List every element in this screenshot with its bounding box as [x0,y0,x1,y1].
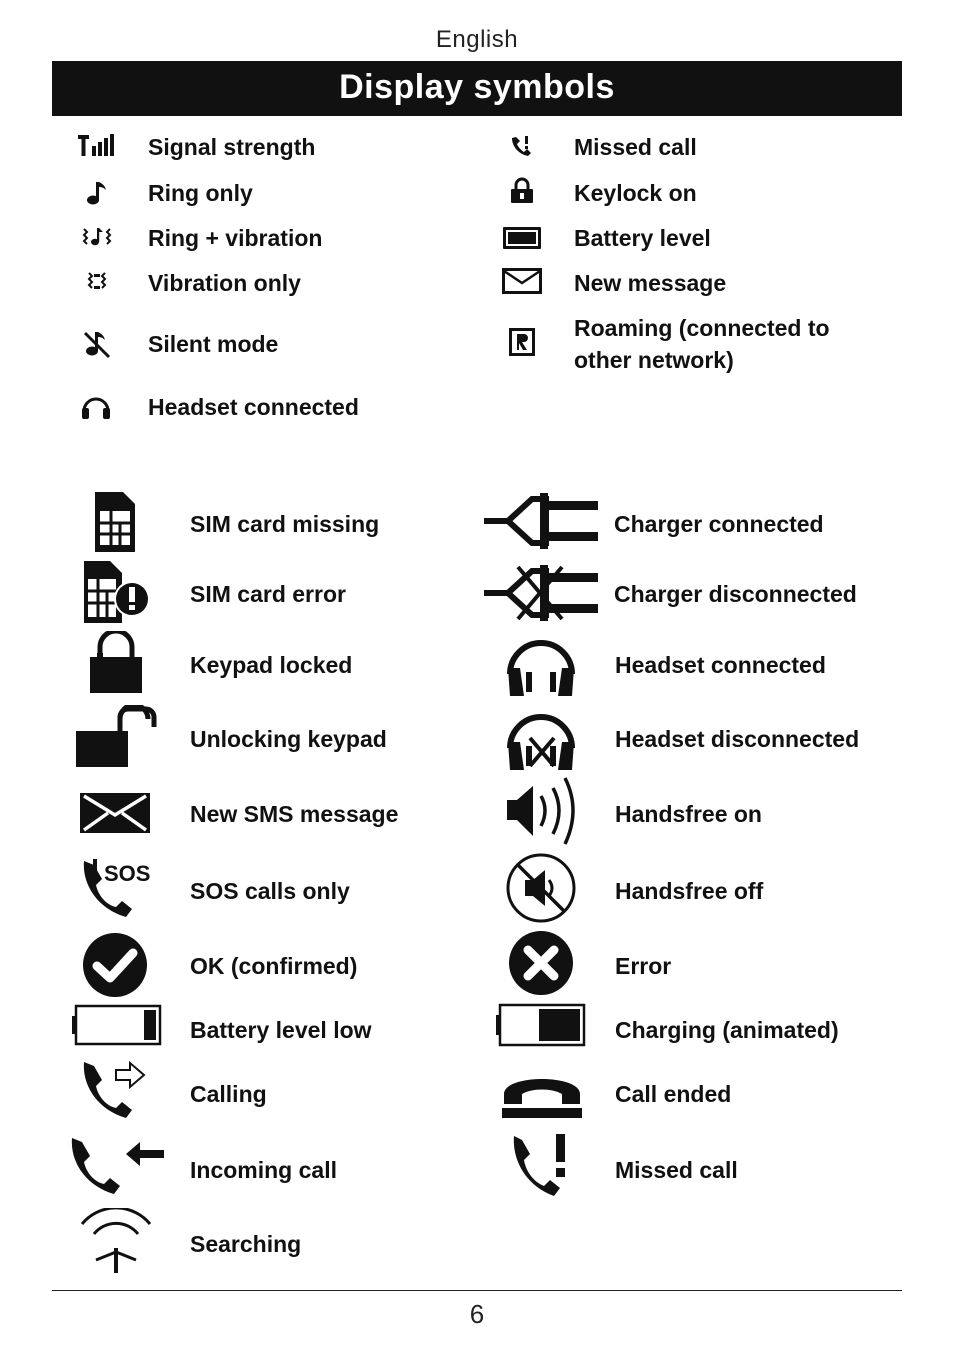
symbol-label: Unlocking keypad [190,726,387,752]
sim-card-error-icon [82,559,152,625]
symbol-label: SIM card missing [190,511,380,537]
symbol-label: Missed call [574,134,697,160]
symbol-row-roaming [574,312,830,376]
symbol-row-calling [190,1078,267,1110]
symbol-label: Charger connected [614,511,824,537]
symbol-row-ring-vibration [148,222,322,254]
symbol-label: Headset disconnected [615,726,860,752]
symbol-row-sim-card-error [190,578,346,610]
symbol-row-call-ended [615,1078,731,1110]
symbol-row-incoming-call [190,1154,337,1186]
error-icon [508,930,574,996]
missed-call-large-icon [508,1132,578,1202]
symbol-row-keylock [574,177,697,209]
vibration-only-icon [85,270,109,294]
calling-icon [78,1056,154,1122]
symbol-row-vibration-only [148,267,301,299]
symbol-row-missed-call [574,131,697,163]
symbol-row-battery-low [190,1014,372,1046]
symbol-row-charger-disconnected [614,578,857,610]
symbol-row-headset-connected [615,649,826,681]
symbol-label: Roaming (connected to [574,315,830,341]
silent-mode-icon [82,329,112,359]
sos-calls-icon [78,855,158,921]
keypad-locked-icon [88,631,144,695]
call-ended-icon [500,1064,584,1120]
symbol-label: Error [615,953,672,979]
symbol-row-ok [190,950,357,982]
symbol-row-silent-mode [148,328,278,360]
ring-vibration-icon [82,226,112,248]
sos-text: SOS [104,861,151,886]
envelope-icon [502,268,542,294]
symbol-row-keypad-locked [190,649,352,681]
symbol-label: Charging (animated) [615,1017,839,1043]
sim-card-missing-icon [92,489,138,555]
symbol-label: Ring only [148,180,253,206]
headset-connected-icon [504,628,578,698]
symbol-row-unlocking-keypad [190,723,387,755]
charger-connected-icon [484,489,600,553]
symbol-label: Searching [190,1231,302,1257]
symbol-label: New SMS message [190,801,399,827]
symbol-label: Ring + vibration [148,225,323,251]
battery-low-icon [72,1004,162,1046]
language-label: English [435,26,519,53]
symbol-label: Incoming call [190,1157,337,1183]
symbol-row-handsfree-on [615,798,762,830]
symbol-row-headset [148,391,359,423]
symbol-row-error [615,950,671,982]
handsfree-off-icon [505,852,577,924]
battery-icon [502,226,542,250]
symbol-label: Battery level [574,225,711,251]
symbol-row-ring-only [148,177,253,209]
incoming-call-icon [66,1134,166,1200]
unlocking-keypad-icon [74,705,158,769]
symbol-row-signal-strength [148,131,315,163]
new-sms-icon [80,793,150,833]
symbol-label-line2: other network) [574,347,734,373]
charging-icon [496,1003,588,1047]
symbol-label: Keypad locked [190,652,353,678]
symbol-label: Charger disconnected [614,581,857,607]
symbol-row-handsfree-off [615,875,763,907]
symbol-row-new-sms [190,798,398,830]
roaming-icon [509,328,535,356]
symbol-label: Headset connected [148,394,359,420]
page-number: 6 [469,1299,485,1329]
symbol-label: Headset connected [615,652,826,678]
charger-disconnected-icon [484,561,600,625]
symbol-label: Battery level low [190,1017,372,1043]
symbol-label: New message [574,270,727,296]
symbol-row-sim-card-missing [190,508,379,540]
symbol-row-sos-calls [190,875,350,907]
symbol-row-searching [190,1228,301,1260]
symbol-label: Signal strength [148,134,316,160]
symbol-row-battery [574,222,711,254]
signal-strength-icon [78,134,118,158]
symbol-label: Vibration only [148,270,301,296]
footer-divider [52,1290,902,1291]
ok-confirmed-icon [82,932,148,998]
symbol-label: Handsfree off [615,878,764,904]
symbol-label: Keylock on [574,180,697,206]
symbol-row-envelope [574,267,726,299]
symbol-row-charger-connected [614,508,824,540]
keylock-icon [508,177,536,205]
headset-icon [80,391,112,421]
symbol-label: Missed call [615,1157,738,1183]
symbol-label: OK (confirmed) [190,953,358,979]
symbol-label: Handsfree on [615,801,762,827]
missed-call-icon [509,134,535,160]
handsfree-on-icon [505,776,581,846]
symbol-label: Silent mode [148,331,279,357]
symbol-label: Call ended [615,1081,732,1107]
symbol-row-headset-disconnected [615,723,859,755]
searching-icon [80,1208,152,1274]
symbol-row-charging [615,1014,839,1046]
symbol-label: SOS calls only [190,878,350,904]
symbol-label: Calling [190,1081,267,1107]
page-title: Display symbols [52,61,902,116]
symbol-row-missed-call-large [615,1154,738,1186]
symbol-label: SIM card error [190,581,346,607]
headset-disconnected-icon [504,702,578,772]
ring-only-icon [86,180,108,206]
